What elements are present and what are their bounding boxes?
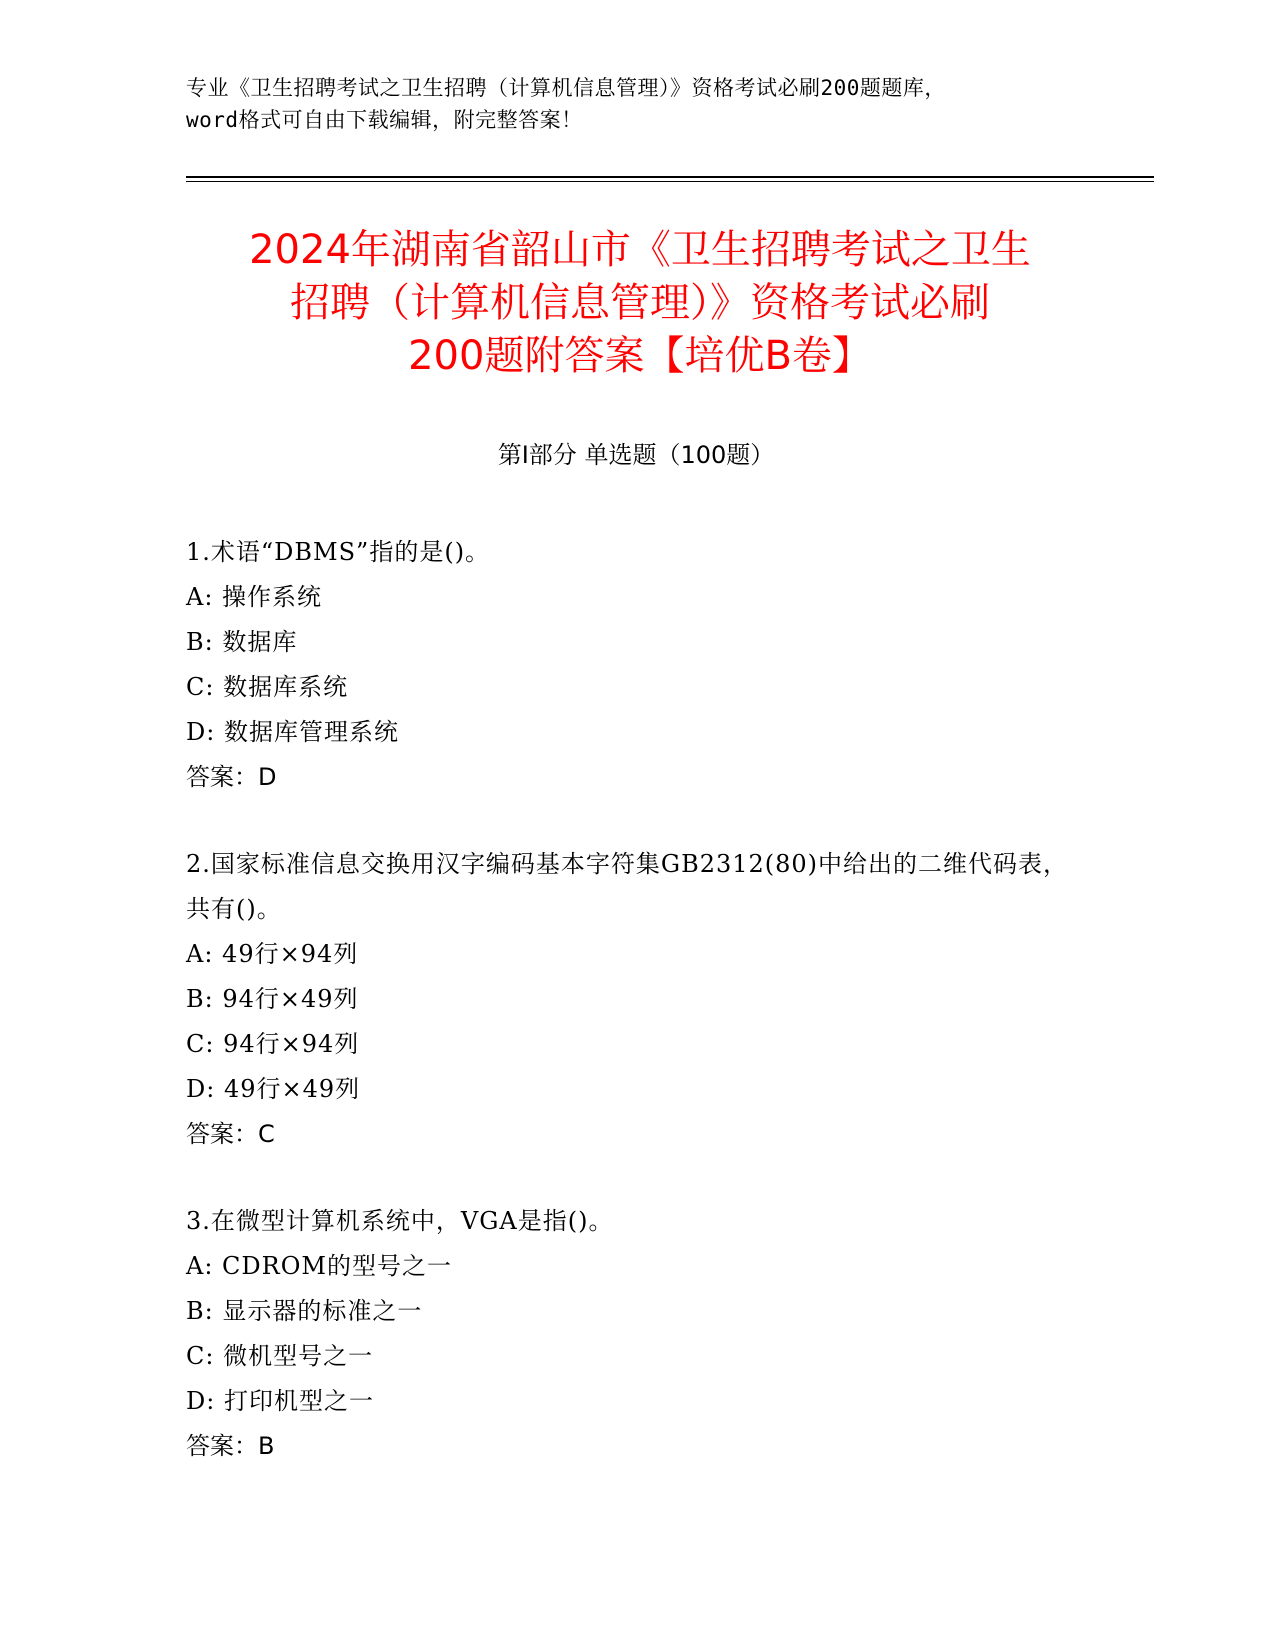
section-title: 第I部分 单选题（100题） [497, 441, 775, 469]
answer-line: 答案：D [186, 763, 277, 791]
question-3 [186, 1199, 1086, 1469]
header-note-line-2: word格式可自由下载编辑，附完整答案！ [186, 108, 583, 132]
option-c: C: 数据库系统 [186, 673, 349, 701]
header-note [186, 72, 1086, 136]
question-stem: 1.术语“DBMS”指的是()。 [186, 538, 491, 566]
option-d: D: 数据库管理系统 [186, 718, 399, 746]
answer-line: 答案：C [186, 1120, 275, 1148]
option-d: D: 打印机型之一 [186, 1387, 374, 1415]
question-stem: 2.国家标准信息交换用汉字编码基本字符集GB2312(80)中给出的二维代码表，共有()。 [186, 850, 1069, 923]
answer-line: 答案：B [186, 1432, 275, 1460]
question-1 [186, 530, 1086, 800]
document-title-line-2: 招聘（计算机信息管理）》资格考试必刷 [290, 280, 990, 326]
document-title [150, 224, 1130, 383]
option-a: A: 49行×94列 [186, 940, 359, 968]
document-title-line-1: 2024年湖南省韶山市《卫生招聘考试之卫生 [249, 227, 1031, 273]
option-a: A: CDROM的型号之一 [186, 1252, 452, 1280]
option-b: B: 数据库 [186, 628, 298, 656]
header-divider-thin [186, 181, 1154, 182]
question-2 [186, 842, 1086, 1157]
question-list [186, 530, 1086, 1511]
option-c: C: 94行×94列 [186, 1030, 360, 1058]
option-b: B: 显示器的标准之一 [186, 1297, 423, 1325]
document-title-line-3: 200题附答案【培优B卷】 [408, 333, 872, 379]
header-note-line-1: 专业《卫生招聘考试之卫生招聘（计算机信息管理）》资格考试必刷200题题库， [186, 76, 946, 100]
option-a: A: 操作系统 [186, 583, 323, 611]
header-divider-thick [186, 176, 1154, 178]
option-d: D: 49行×49列 [186, 1075, 361, 1103]
question-stem: 3.在微型计算机系统中，VGA是指()。 [186, 1207, 614, 1235]
option-b: B: 94行×49列 [186, 985, 359, 1013]
option-c: C: 微机型号之一 [186, 1342, 374, 1370]
